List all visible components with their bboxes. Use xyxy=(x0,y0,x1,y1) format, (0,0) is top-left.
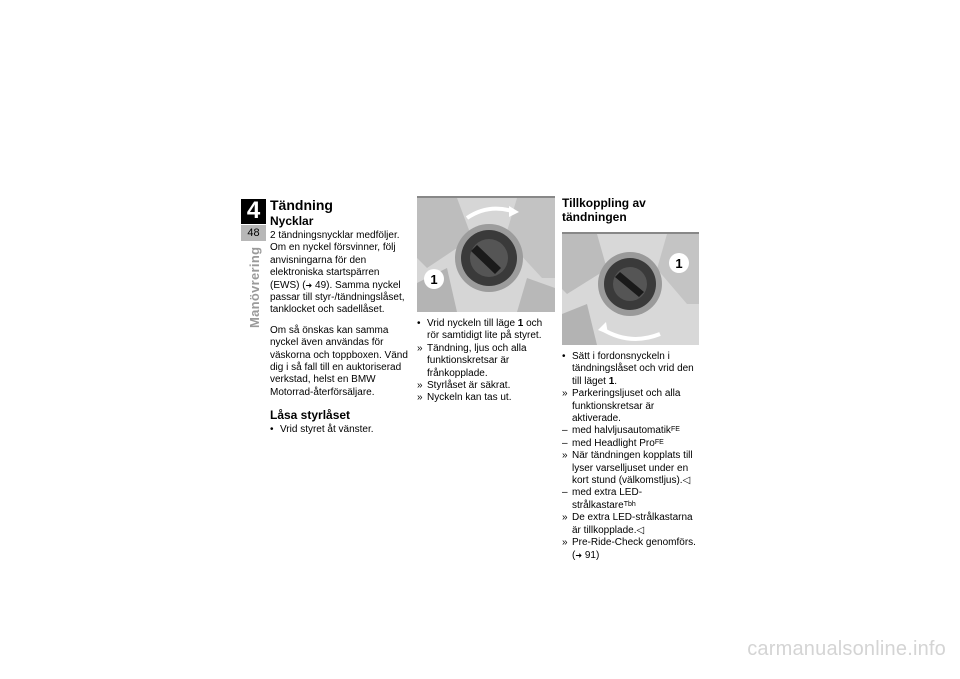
column-3 xyxy=(562,196,702,562)
column-2 xyxy=(417,196,555,405)
ignition-lock-figure xyxy=(417,196,555,312)
arrow-right-icon: ➜ xyxy=(305,280,313,290)
lock-heading: Låsa styrlåset xyxy=(270,408,351,423)
keys-heading: Nycklar xyxy=(270,214,314,228)
keys-paragraph-1: 2 tändningsnycklar medföljer. Om en nyckel försvinner, följ anvisningarna för den elektroniska startspärren (EWS) (➜ 49). Samma nyckel passar till styr-/tändningslåset, tanklocket och sadellåset. xyxy=(270,230,405,316)
ignition-on-heading: Tillkoppling av tändningen xyxy=(562,196,646,224)
chapter-number: 4 xyxy=(241,199,266,224)
list-item: » De extra LED-strålkastarna är tillkopplade.◁ xyxy=(562,512,702,537)
page-ref[interactable]: 49 xyxy=(315,279,327,291)
lock-steps xyxy=(270,424,408,436)
figure-label: 1 xyxy=(675,256,683,271)
list-item: » Pre-Ride-Check genomförs. (➜ 91) xyxy=(562,537,702,562)
ignition-on-figure xyxy=(562,232,699,345)
lock-off-steps xyxy=(417,318,555,405)
list-item: » När tändningen kopplats till lyser varselljuset under en kort stund (välkomstljus).◁ xyxy=(562,450,702,487)
list-item: • Sätt i fordonsnyckeln i tändningslåset och vrid den till läget 1. xyxy=(562,351,702,388)
column-1 xyxy=(270,197,408,437)
watermark: carmanualsonline.info xyxy=(747,638,946,660)
arrow-right-icon: ➜ xyxy=(575,550,583,560)
page-title: Tändning xyxy=(270,197,333,213)
page-ref[interactable]: 91 xyxy=(584,549,596,561)
list-item: » Styrlåset är säkrat. xyxy=(417,380,555,392)
keys-paragraph-2: Om så önskas kan samma nyckel även användas för väskorna och toppboxen. Vänd dig i så fall till en auktoriserad verkstad, helst en BMW Motorrad-återförsäljare. xyxy=(270,324,408,398)
figure-label: 1 xyxy=(430,272,438,287)
list-item: – med extra LED-strålkastare$^{Tbh}$ xyxy=(562,487,702,512)
list-item: » Parkeringsljuset och alla funktionskretsar är aktiverade. xyxy=(562,388,702,425)
list-item: • Vrid styret åt vänster. xyxy=(270,424,408,436)
ignition-on-steps xyxy=(562,351,702,562)
list-item: – med Headlight Pro$^{FE}$ xyxy=(562,438,702,450)
list-item: • Vrid nyckeln till läge 1 och rör samtidigt lite på styret. xyxy=(417,318,555,343)
list-item: » Nyckeln kan tas ut. xyxy=(417,392,555,404)
list-item: » Tändning, ljus och alla funktionskretsar är frånkopplade. xyxy=(417,343,555,380)
list-item: – med halvljusautomatik$^{FE}$ xyxy=(562,425,702,437)
page-number: 48 xyxy=(241,225,266,241)
chapter-title: Manövrering xyxy=(247,247,262,329)
